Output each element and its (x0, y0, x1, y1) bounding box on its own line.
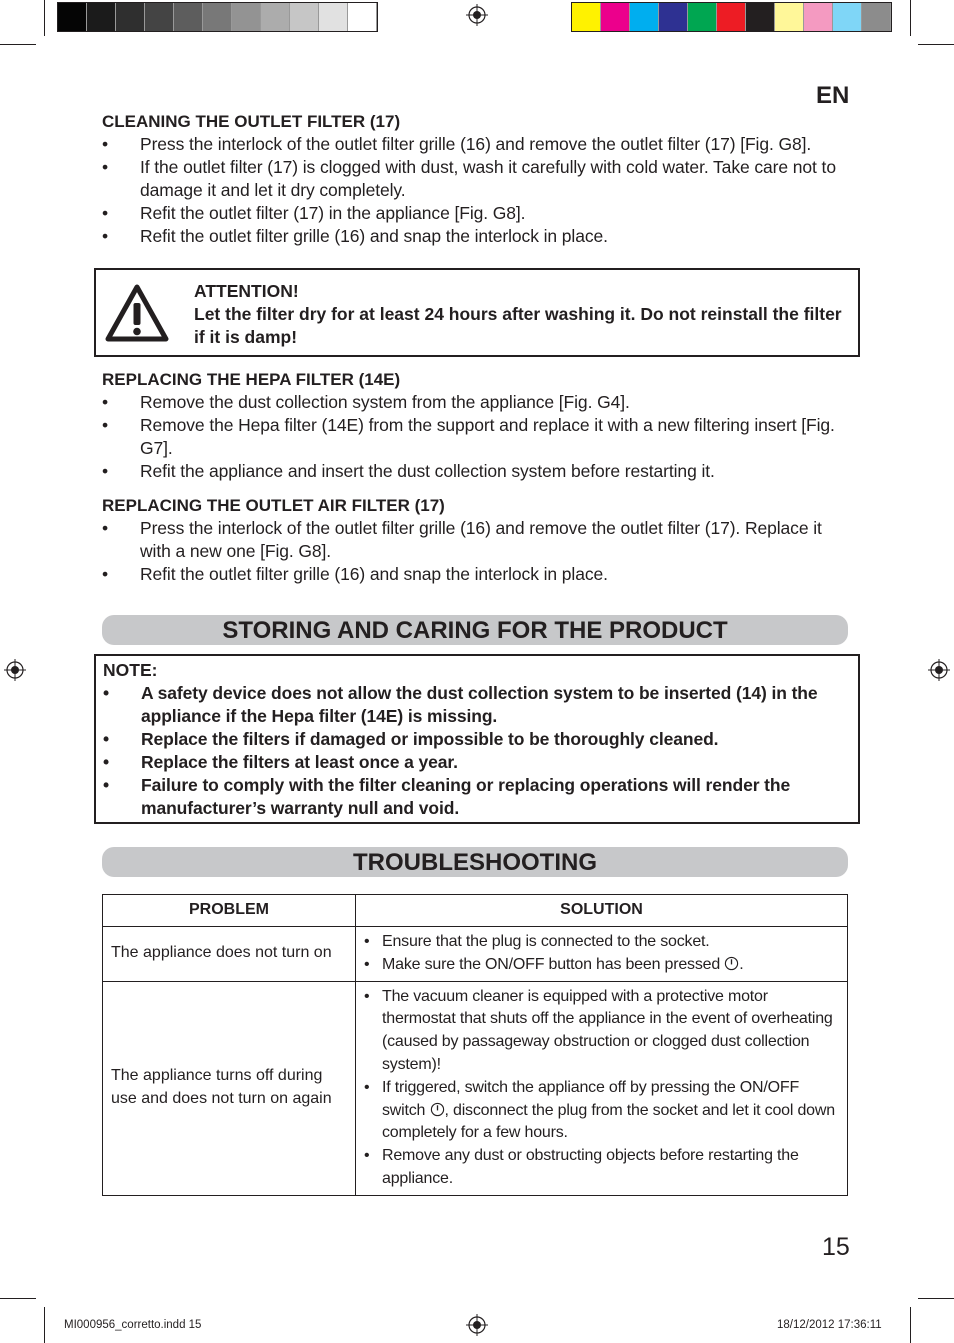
list-item: • A safety device does not allow the dust collection system to be inserted (14) in the appliance if the Hepa filter (14E) is missing. (103, 682, 848, 728)
troubleshooting-table (102, 894, 848, 1196)
bullet-list (102, 391, 850, 483)
color-swatch (203, 3, 232, 31)
page-number: 15 (822, 1233, 850, 1261)
list-item: • Refit the outlet filter (17) in the appliance [Fig. G8]. (102, 202, 850, 225)
registration-mark-icon (466, 1314, 488, 1336)
replacing-hepa-filter-section (102, 368, 850, 483)
warning-triangle-icon (104, 283, 170, 343)
note-box (94, 654, 860, 824)
list-item: • Remove the dust collection system from the appliance [Fig. G4]. (102, 391, 850, 414)
list-item: • Failure to comply with the filter cleaning or replacing operations will render the manufacturer’s warranty null and void. (103, 774, 848, 820)
bullet-list (102, 517, 850, 586)
solution-text: If triggered, switch the appliance off by pressing the ON/OFF switch (382, 1078, 800, 1119)
problem-cell: The appliance does not turn on (103, 927, 356, 982)
color-swatch (601, 3, 630, 31)
slug-timestamp: 18/12/2012 17:36:11 (777, 1319, 882, 1331)
storing-caring-banner: STORING AND CARING FOR THE PRODUCT (102, 615, 848, 645)
color-swatch (659, 3, 688, 31)
list-item: • Refit the appliance and insert the dust collection system before restarting it. (102, 460, 850, 483)
crop-mark (918, 44, 954, 45)
list-item: • Refit the outlet filter grille (16) and snap the interlock in place. (102, 225, 850, 248)
bullet-list (103, 682, 848, 820)
list-item (364, 1145, 837, 1191)
color-swatch (116, 3, 145, 31)
attention-text: Let the filter dry for at least 24 hours after washing it. Do not reinstall the filter if it is damp! (194, 304, 842, 347)
registration-mark-icon (466, 4, 488, 26)
color-swatch (174, 3, 203, 31)
solution-text: Make sure the ON/OFF button has been pressed (382, 955, 721, 973)
solution-text: Remove any dust or obstructing objects before restarting the appliance. (382, 1147, 799, 1187)
list-item: • Replace the filters at least once a year. (103, 751, 848, 774)
slug-file: MI000956_corretto.indd 15 (64, 1319, 202, 1331)
registration-mark-icon (928, 659, 950, 681)
table-header-row (103, 895, 848, 927)
solution-text: The vacuum cleaner is equipped with a protective motor thermostat that shuts off the appliance in the event of overheating (caused by passageway obstruction or clogged dust collection system)! (382, 987, 833, 1073)
section-title: CLEANING THE OUTLET FILTER (17) (102, 112, 401, 131)
section-title: REPLACING THE OUTLET AIR FILTER (17) (102, 496, 445, 515)
list-item (364, 931, 837, 954)
list-item: • Press the interlock of the outlet filter grille (16) and remove the outlet filter (17) [Fig. G8]. (102, 133, 850, 156)
power-icon (724, 956, 739, 971)
list-item: • Refit the outlet filter grille (16) and snap the interlock in place. (102, 563, 850, 586)
registration-mark-icon (4, 659, 26, 681)
color-swatch (319, 3, 348, 31)
section-title: REPLACING THE HEPA FILTER (14E) (102, 370, 401, 389)
table-row (103, 927, 848, 982)
solution-list (364, 986, 837, 1191)
cleaning-outlet-filter-section (102, 110, 850, 248)
grayscale-color-bar (57, 2, 378, 32)
attention-box (94, 268, 860, 357)
color-swatch (717, 3, 746, 31)
list-item: • Replace the filters if damaged or impossible to be thoroughly cleaned. (103, 728, 848, 751)
color-swatch (688, 3, 717, 31)
color-swatch (145, 3, 174, 31)
process-color-bar (571, 2, 892, 32)
solution-text-continued: , disconnect the plug from the socket and let it cool down completely for a few hours. (382, 1101, 835, 1142)
list-item: • Press the interlock of the outlet filter grille (16) and remove the outlet filter (17). Replace it with a new one [Fig. G8]. (102, 517, 850, 563)
attention-title: ATTENTION! (194, 281, 299, 301)
color-swatch (290, 3, 319, 31)
language-code: EN (816, 82, 850, 109)
crop-mark (44, 1307, 45, 1343)
crop-mark (0, 44, 36, 45)
color-swatch (87, 3, 116, 31)
color-swatch (746, 3, 775, 31)
color-swatch (232, 3, 261, 31)
power-icon (430, 1102, 445, 1117)
solution-text: Ensure that the plug is connected to the socket. (382, 933, 710, 950)
list-item: • Remove the Hepa filter (14E) from the support and replace it with a new filtering insert [Fig. G7]. (102, 414, 850, 460)
list-item (364, 986, 837, 1077)
list-item (364, 954, 837, 977)
color-swatch (58, 3, 87, 31)
color-swatch (348, 3, 377, 31)
color-swatch (630, 3, 659, 31)
column-header-solution: SOLUTION (356, 895, 848, 927)
color-swatch (572, 3, 601, 31)
color-swatch (261, 3, 290, 31)
list-item (364, 1077, 837, 1145)
bullet-list (102, 133, 850, 248)
color-swatch (804, 3, 833, 31)
crop-mark (44, 0, 45, 36)
solution-text-continued: . (739, 955, 744, 973)
crop-mark (0, 1298, 36, 1299)
color-swatch (775, 3, 804, 31)
color-swatch (862, 3, 891, 31)
crop-mark (910, 0, 911, 36)
note-label: NOTE: (103, 660, 158, 680)
solution-cell (356, 927, 848, 982)
replacing-outlet-air-filter-section (102, 494, 850, 586)
table-row (103, 981, 848, 1195)
problem-cell: The appliance turns off during use and does not turn on again (103, 981, 356, 1195)
color-swatch (833, 3, 862, 31)
solution-cell (356, 981, 848, 1195)
crop-mark (910, 1307, 911, 1343)
solution-list (364, 931, 837, 977)
crop-mark (918, 1298, 954, 1299)
list-item: • If the outlet filter (17) is clogged with dust, wash it carefully with cold water. Take care not to damage it and let it dry completely. (102, 156, 850, 202)
column-header-problem: PROBLEM (103, 895, 356, 927)
troubleshooting-banner: TROUBLESHOOTING (102, 847, 848, 877)
